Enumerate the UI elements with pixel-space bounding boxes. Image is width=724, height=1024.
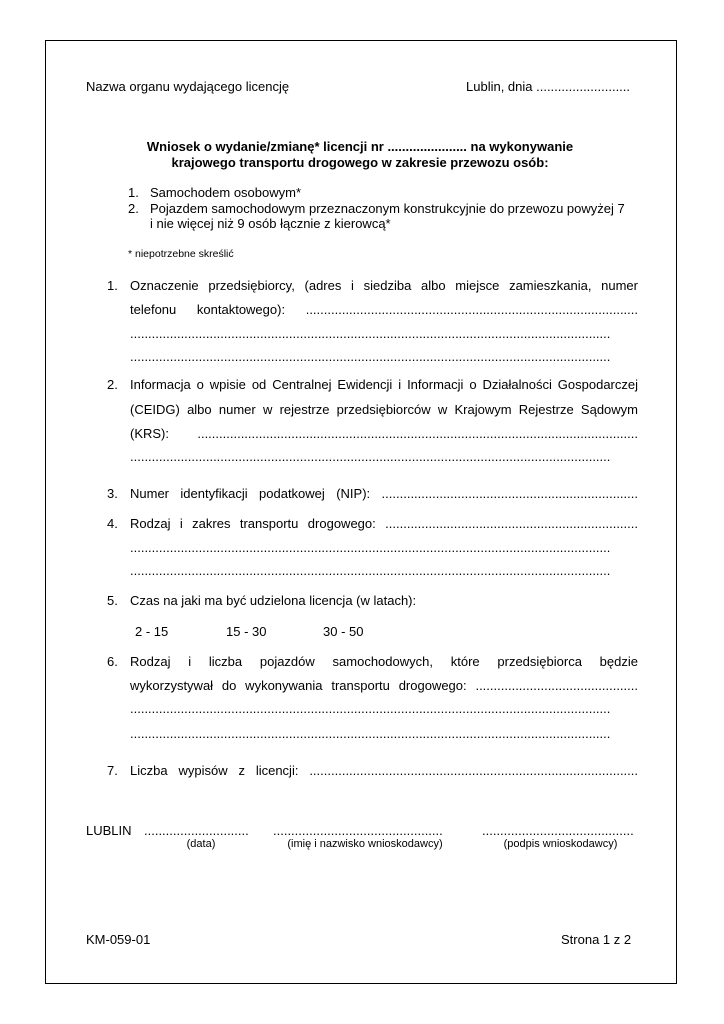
issuing-authority-label: Nazwa organu wydającego licencję [86, 79, 290, 94]
item-1-line1: Oznaczenie przedsiębiorcy, (adres i siedziba albo miejsce zamieszkania, numer [130, 278, 638, 293]
applicant-signature-label: (podpis wnioskodawcy) [503, 838, 618, 850]
form-title-line2: krajowego transportu drogowego w zakresie przewozu osób: [171, 155, 549, 170]
date-label: (data) [186, 838, 216, 850]
item-2-line3[interactable]: (KRS): .......................................................................................................................... [130, 426, 638, 441]
vehicle-option-2-number: 2. [128, 201, 139, 216]
item-4-line2[interactable]: ..................................................................................................................................... [130, 540, 611, 555]
item-6-line1: Rodzaj i liczba pojazdów samochodowych, które przedsiębiorca będzie [130, 654, 638, 669]
item-2-line2: (CEIDG) albo numer w rejestrze przedsiębiorców w Krajowym Rejestrze Sądowym [130, 402, 638, 417]
footnote: * niepotrzebne skreślić [128, 248, 234, 260]
page-number: Strona 1 z 2 [561, 932, 632, 947]
item-2-line1: Informacja o wpisie od Centralnej Ewidencji i Informacji o Działalności Gospodarczej [130, 377, 638, 392]
item-3-line1[interactable]: Numer identyfikacji podatkowej (NIP): ....................................................................... [130, 486, 638, 501]
vehicle-option-1-number: 1. [128, 185, 139, 200]
item-6-line4[interactable]: ..................................................................................................................................... [130, 726, 611, 741]
item-6-line2[interactable]: wykorzystywał do wykonywania transportu drogowego: ............................................. [130, 678, 638, 693]
item-2-line4[interactable]: ..................................................................................................................................... [130, 449, 611, 464]
item-4-number: 4. [107, 516, 118, 531]
applicant-signature-field[interactable]: .......................................... [482, 823, 634, 838]
applicant-name-label: (imię i nazwisko wnioskodawcy) [287, 838, 443, 850]
item-1-line2[interactable]: telefonu kontaktowego): ............................................................................................ [130, 302, 638, 317]
item-4-line3[interactable]: ..................................................................................................................................... [130, 563, 611, 578]
duration-option-15-30[interactable]: 15 - 30 [226, 624, 267, 639]
item-2-number: 2. [107, 377, 118, 392]
form-title-line1: Wniosek o wydanie/zmianę* licencji nr ...................... na wykonywanie [146, 139, 574, 154]
item-1-line4[interactable]: ..................................................................................................................................... [130, 349, 611, 364]
item-3-number: 3. [107, 486, 118, 501]
applicant-name-field[interactable]: ............................................... [273, 823, 443, 838]
item-1-line3[interactable]: ..................................................................................................................................... [130, 326, 611, 341]
item-6-line3[interactable]: ..................................................................................................................................... [130, 701, 611, 716]
signature-place: LUBLIN [86, 823, 132, 838]
item-1-number: 1. [107, 278, 118, 293]
place-date-field[interactable]: Lublin, dnia .......................... [466, 79, 631, 94]
item-5-number: 5. [107, 593, 118, 608]
vehicle-option-1-text: Samochodem osobowym* [150, 185, 302, 200]
date-field[interactable]: ............................. [144, 823, 249, 838]
item-5-line1: Czas na jaki ma być udzielona licencja (w latach): [130, 593, 417, 608]
vehicle-option-2-text-line2: i nie więcej niż 9 osób łącznie z kierowcą* [150, 216, 391, 231]
duration-option-2-15[interactable]: 2 - 15 [135, 624, 169, 639]
duration-option-30-50[interactable]: 30 - 50 [323, 624, 364, 639]
vehicle-option-2-text-line1: Pojazdem samochodowym przeznaczonym konstrukcyjnie do przewozu powyżej 7 [150, 201, 625, 216]
document-code: KM-059-01 [86, 932, 151, 947]
item-7-line1[interactable]: Liczba wypisów z licencji: ........................................................................................... [130, 763, 638, 778]
item-4-line1[interactable]: Rodzaj i zakres transportu drogowego: ...................................................................... [130, 516, 638, 531]
item-6-number: 6. [107, 654, 118, 669]
item-7-number: 7. [107, 763, 118, 778]
